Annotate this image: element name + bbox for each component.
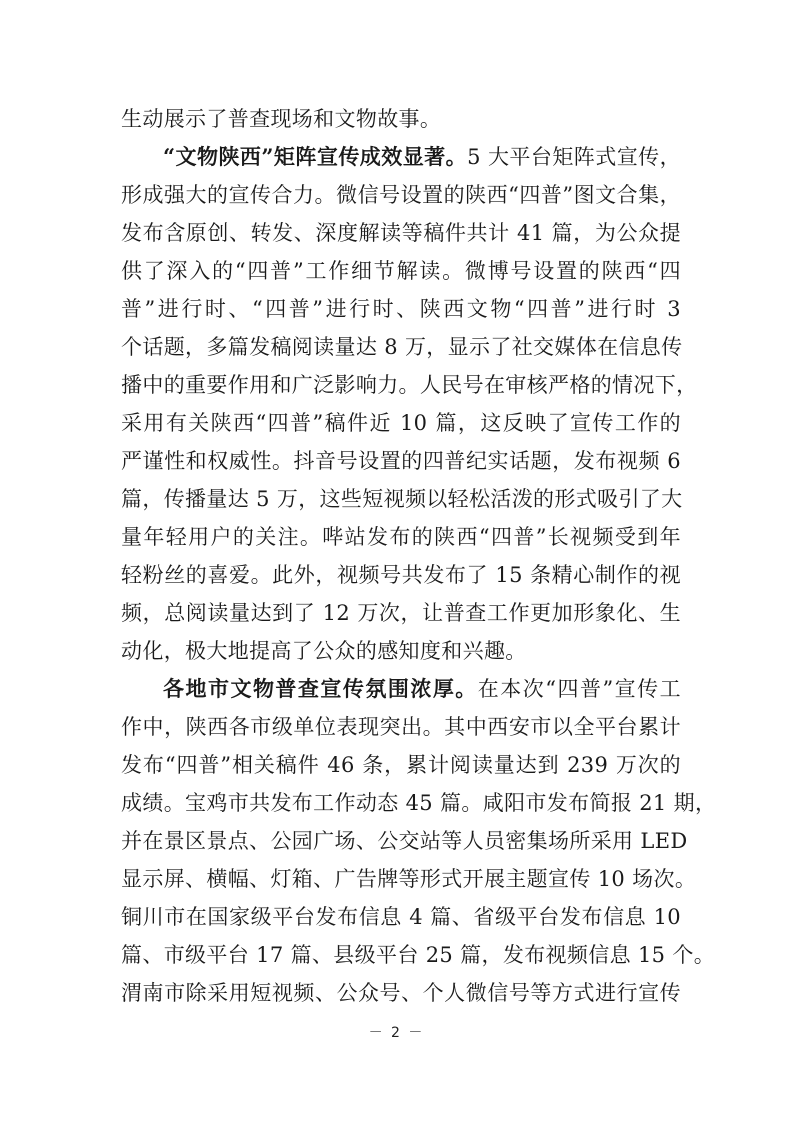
text-line: 发布含原创、转发、深度解读等稿件共计 41 篇，为公众提 — [121, 221, 681, 245]
text-line: 个话题，多篇发稿阅读量达 8 万，显示了社交媒体在信息传 — [121, 335, 683, 359]
text-line: 作中，陕西各市级单位表现突出。其中西安市以全平台累计 — [121, 715, 681, 739]
paragraph-heading: 各地市文物普查宣传氛围浓厚。 — [163, 676, 478, 701]
page-number: － 2 － — [368, 1025, 425, 1041]
text-line: 渭南市除采用短视频、公众号、个人微信号等方式进行宣传 — [121, 981, 681, 1005]
text-line: 形成强大的宣传合力。微信号设置的陕西“四普”图文合集， — [121, 183, 681, 207]
text-line: 篇，传播量达 5 万，这些短视频以轻松活泼的形式吸引了大 — [121, 487, 683, 511]
text-line: 发布“四普”相关稿件 46 条，累计阅读量达到 239 万次的 — [121, 753, 681, 777]
paragraph-text: 5 大平台矩阵式宣传， — [467, 145, 681, 169]
text-line: 严谨性和权威性。抖音号设置的四普纪实话题，发布视频 6 — [121, 449, 681, 473]
text-line: 显示屏、横幅、灯箱、广告牌等形式开展主题宣传 10 场次。 — [121, 867, 697, 891]
paragraph-first-line — [163, 138, 681, 176]
text-line: 普”进行时、“四普”进行时、陕西文物“四普”进行时 3 — [121, 297, 681, 321]
text-line: 量年轻用户的关注。哔站发布的陕西“四普”长视频受到年 — [121, 525, 681, 549]
text-line: 播中的重要作用和广泛影响力。人民号在审核严格的情况下， — [121, 373, 698, 397]
text-line: 生动展示了普查现场和文物故事。 — [121, 107, 442, 131]
paragraph-heading: “文物陕西”矩阵宣传成效显著。 — [163, 144, 468, 169]
text-line: 频，总阅读量达到了 12 万次，让普查工作更加形象化、生 — [121, 601, 681, 625]
text-line: 供了深入的“四普”工作细节解读。微博号设置的陕西“四 — [121, 259, 681, 283]
text-line: 轻粉丝的喜爱。此外，视频号共发布了 15 条精心制作的视 — [121, 563, 681, 587]
paragraph-text: 在本次“四普”宣传工 — [477, 677, 681, 701]
text-line: 铜川市在国家级平台发布信息 4 篇、省级平台发布信息 10 — [121, 905, 681, 929]
text-line: 篇、市级平台 17 篇、县级平台 25 篇，发布视频信息 15 个。 — [121, 943, 716, 967]
text-line: 动化，极大地提高了公众的感知度和兴趣。 — [121, 639, 527, 663]
text-line: 并在景区景点、公园广场、公交站等人员密集场所采用 LED — [121, 829, 688, 853]
text-line: 采用有关陕西“四普”稿件近 10 篇，这反映了宣传工作的 — [121, 411, 681, 435]
text-line: 成绩。宝鸡市共发布工作动态 45 篇。咸阳市发布简报 21 期， — [121, 791, 717, 815]
paragraph-first-line — [163, 670, 681, 708]
